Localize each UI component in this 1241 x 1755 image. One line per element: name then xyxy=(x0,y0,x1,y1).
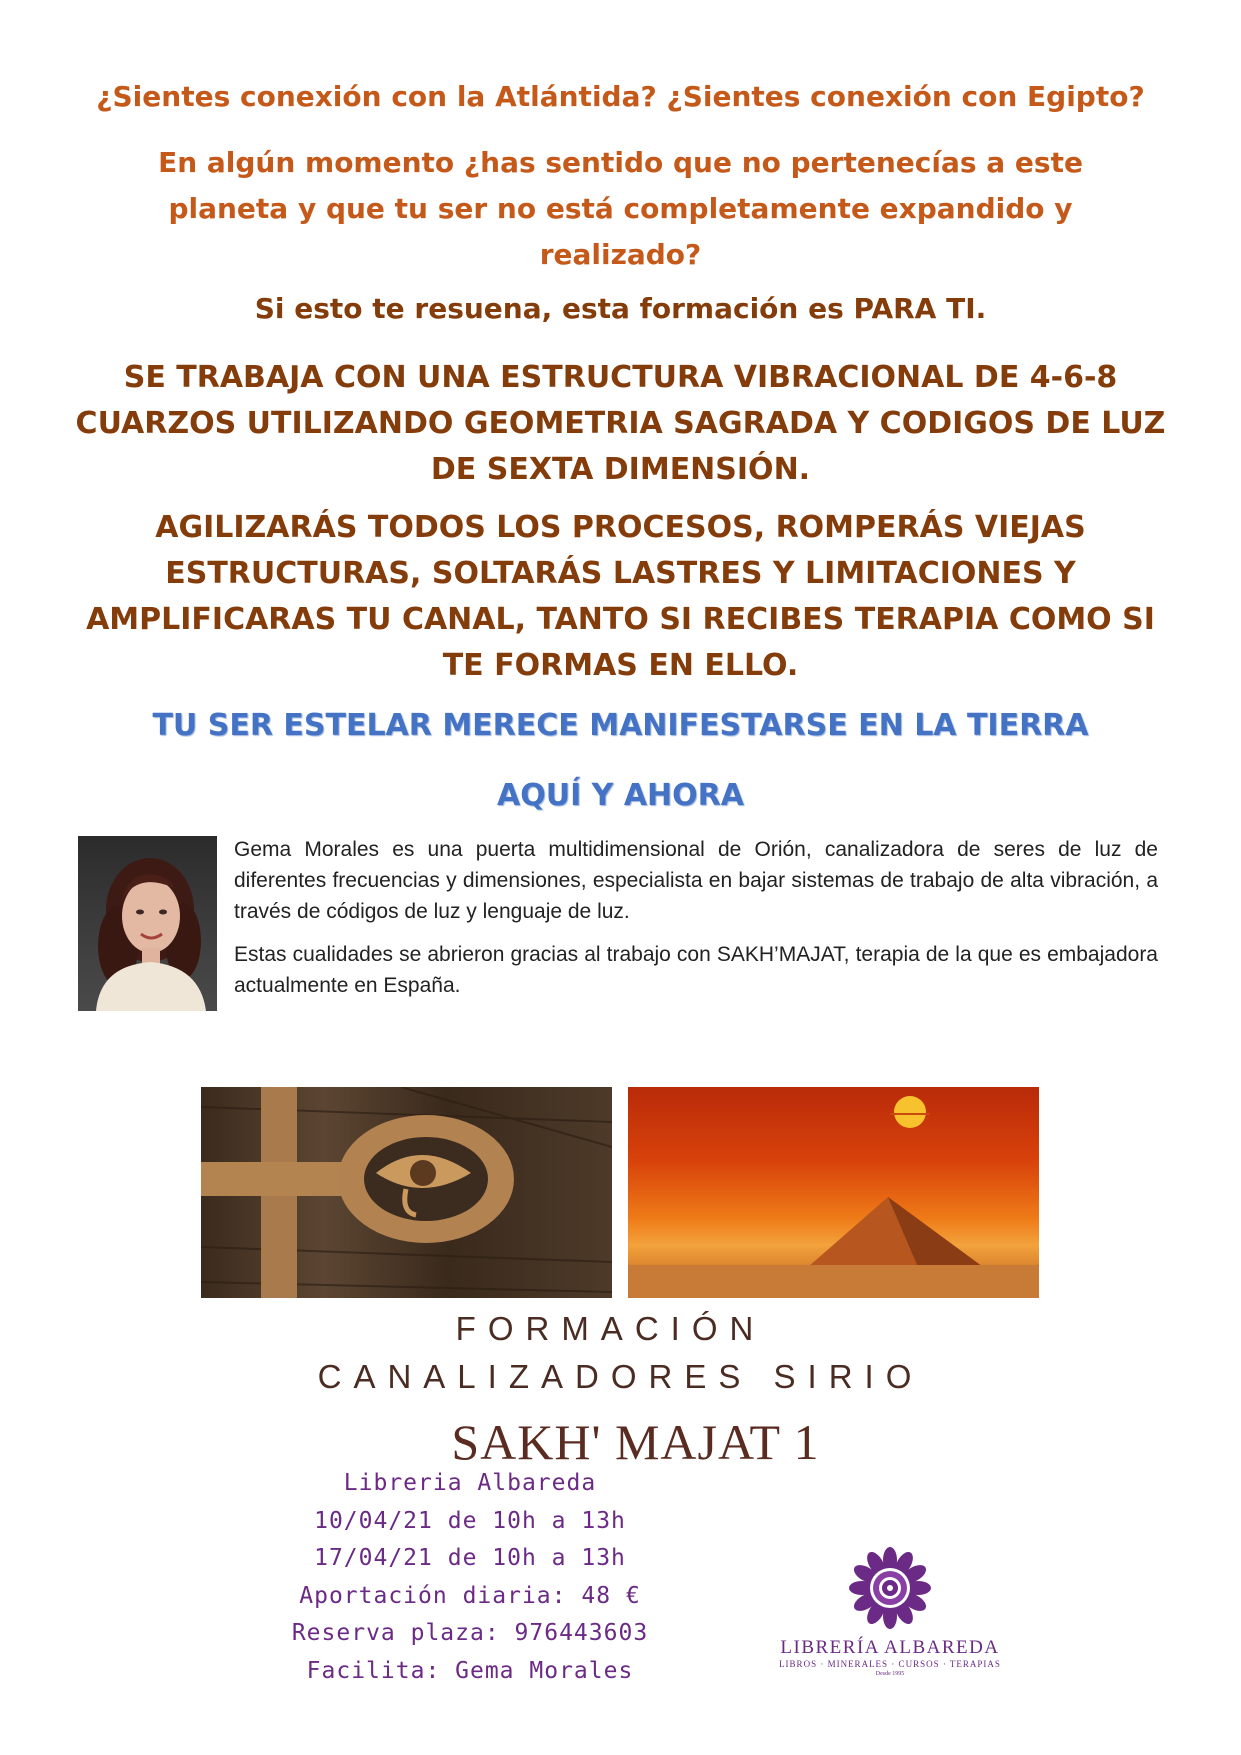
price: Aportación diaria: 48 € xyxy=(299,1582,641,1609)
structure-statement: SE TRABAJA CON UNA ESTRUCTURA VIBRACIONAL DE 4-6-8 CUARZOS UTILIZANDO GEOMETRIA SAGRADA Y CODIGOS DE LUZ DE SEXTA DIMENSIÓN. xyxy=(75,360,1166,487)
tagline-stellar: TU SER ESTELAR MERECE MANIFESTARSE EN LA TIERRA xyxy=(152,708,1089,743)
venue: Libreria Albareda xyxy=(343,1470,597,1496)
course-title-line1: FORMACIÓN xyxy=(455,1310,766,1347)
intro-question-atlantis: ¿Sientes conexión con la Atlántida? ¿Sientes conexión con Egipto? xyxy=(96,80,1145,113)
intro-question-planet: En algún momento ¿has sentido que no pertenecías a este planeta y que tu ser no está completamente expandido y realizado? xyxy=(158,146,1083,271)
mandala-icon xyxy=(847,1616,933,1635)
logo-name: LIBRERÍA ALBAREDA xyxy=(780,1637,1000,1658)
booking-phone: Reserva plaza: 976443603 xyxy=(291,1620,649,1646)
facilitator-photo xyxy=(78,836,217,1011)
course-title-line2: CANALIZADORES SIRIO xyxy=(317,1358,924,1395)
event-details xyxy=(240,1465,700,1690)
logo-subtitle: LIBROS · MINERALES · CURSOS · TERAPIAS xyxy=(779,1659,1001,1669)
ankh-eye-of-horus-image xyxy=(201,1087,612,1298)
intro-resonance: Si esto te resuena, esta formación es PARA TI. xyxy=(254,292,987,325)
pyramid-sunset-image xyxy=(628,1087,1039,1298)
facilitator-bio xyxy=(234,834,1158,1013)
bio-paragraph-1: Gema Morales es una puerta multidimensional de Orión, canalizadora de seres de luz de diferentes frecuencias y dimensiones, especialista en bajar sistemas de trabajo de alta vibración, a través de códigos de luz y lenguaje de luz. xyxy=(234,838,1158,923)
logo-since: Desde 1995 xyxy=(875,1671,905,1677)
benefits-statement: AGILIZARÁS TODOS LOS PROCESOS, ROMPERÁS VIEJAS ESTRUCTURAS, SOLTARÁS LASTRES Y LIMITACIONES Y AMPLIFICARAS TU CANAL, TANTO SI RECIBES TERAPIA COMO SI TE FORMAS EN ELLO. xyxy=(86,510,1155,683)
course-name: SAKH' MAJAT 1 xyxy=(451,1414,820,1470)
libreria-albareda-logo xyxy=(770,1545,1010,1677)
facilitator: Facilita: Gema Morales xyxy=(306,1657,634,1684)
date-1: 10/04/21 de 10h a 13h xyxy=(314,1507,626,1534)
date-2: 17/04/21 de 10h a 13h xyxy=(314,1545,626,1571)
tagline-here-now: AQUÍ Y AHORA xyxy=(496,778,744,813)
bio-paragraph-2: Estas cualidades se abrieron gracias al trabajo con SAKH’MAJAT, terapia de la que es embajadora actualmente en España. xyxy=(234,943,1158,997)
